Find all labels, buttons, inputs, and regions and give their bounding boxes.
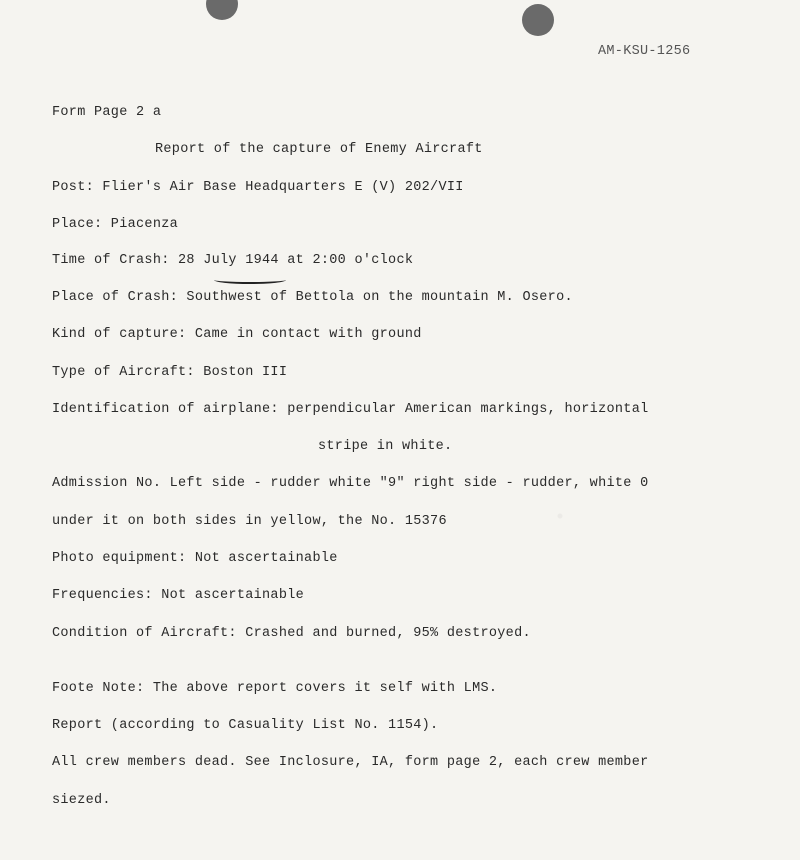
- handwritten-underline: [214, 276, 286, 284]
- line-report: Report (according to Casuality List No. 1154).: [52, 718, 439, 733]
- line-admission-no-cont: under it on both sides in yellow, the No. 15376: [52, 514, 447, 529]
- line-post: Post: Flier's Air Base Headquarters E (V) 202/VII: [52, 180, 464, 195]
- line-frequencies: Frequencies: Not ascertainable: [52, 588, 305, 603]
- punch-hole-left: [206, 0, 238, 20]
- line-photo-equipment: Photo equipment: Not ascertainable: [52, 551, 338, 566]
- line-type-of-aircraft: Type of Aircraft: Boston III: [52, 365, 288, 380]
- line-crew-cont: siezed.: [52, 793, 111, 808]
- line-admission-no: Admission No. Left side - rudder white "9" right side - rudder, white 0: [52, 476, 649, 491]
- line-identification-cont: stripe in white.: [318, 439, 453, 454]
- line-condition: Condition of Aircraft: Crashed and burned, 95% destroyed.: [52, 626, 531, 641]
- line-identification: Identification of airplane: perpendicular American markings, horizontal: [52, 402, 649, 417]
- punch-hole-right: [522, 4, 554, 36]
- line-time-of-crash: Time of Crash: 28 July 1944 at 2:00 o'clock: [52, 253, 414, 268]
- line-place: Place: Piacenza: [52, 217, 179, 232]
- document-number: AM-KSU-1256: [598, 44, 691, 59]
- line-foote-note: Foote Note: The above report covers it self with LMS.: [52, 681, 498, 696]
- line-place-of-crash: Place of Crash: Southwest of Bettola on the mountain M. Osero.: [52, 290, 573, 305]
- form-page-label: Form Page 2 a: [52, 105, 162, 120]
- line-kind-of-capture: Kind of capture: Came in contact with ground: [52, 327, 422, 342]
- line-crew: All crew members dead. See Inclosure, IA, form page 2, each crew member: [52, 755, 649, 770]
- report-title: Report of the capture of Enemy Aircraft: [155, 142, 483, 157]
